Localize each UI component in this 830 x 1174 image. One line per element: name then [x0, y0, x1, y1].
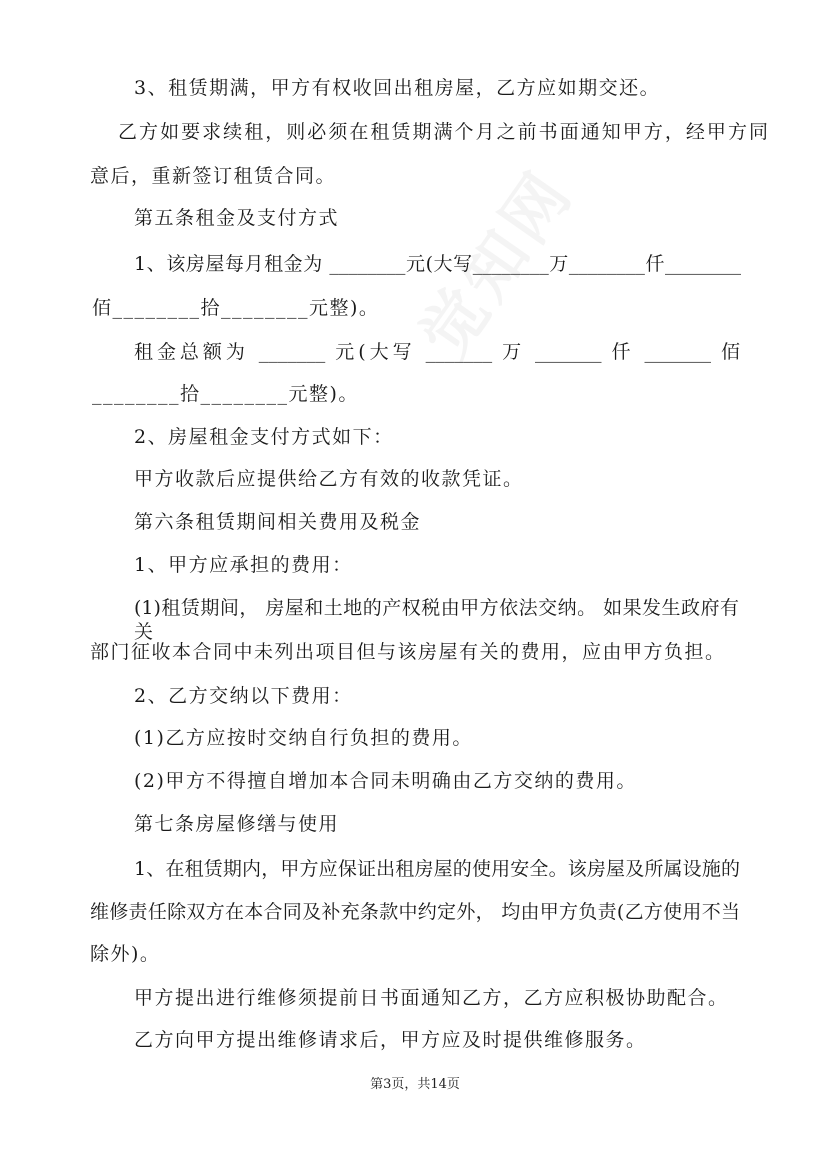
paragraph-line: (1)乙方应按时交纳自行负担的费用。 — [134, 727, 473, 749]
paragraph-line: 部门征收本合同中未列出项目但与该房屋有关的费用，应由甲方负担。 — [90, 641, 726, 663]
paragraph-line: 2、房屋租金支付方式如下： — [134, 426, 394, 448]
paragraph-line: 佰________拾________元整)。 — [92, 297, 380, 319]
paragraph-line: 乙方如要求续租，则必须在租赁期满个月之前书面通知甲方，经甲方同 — [118, 121, 768, 143]
paragraph-line: 甲方提出进行维修须提前日书面通知乙方，乙方应积极协助配合。 — [134, 987, 729, 1009]
paragraph-line: 1、甲方应承担的费用： — [134, 554, 353, 576]
paragraph-line: 3、租赁期满，甲方有权收回出租房屋，乙方应如期交还。 — [134, 77, 661, 99]
paragraph-line: 维修责任除双方在本合同及补充条款中约定外， 均由甲方负责(乙方使用不当 — [90, 901, 740, 923]
section-heading: 第五条租金及支付方式 — [134, 207, 340, 229]
paragraph-line: 2、乙方交纳以下费用： — [134, 685, 353, 707]
paragraph-line: 意后，重新签订租赁合同。 — [90, 165, 337, 187]
paragraph-line: 除外)。 — [90, 943, 161, 965]
paragraph-line: 乙方向甲方提出维修请求后，甲方应及时提供维修服务。 — [134, 1029, 647, 1051]
paragraph-line: ________拾________元整)。 — [92, 383, 359, 405]
paragraph-line: 1、在租赁期内，甲方应保证出租房屋的使用安全。该房屋及所属设施的 — [134, 858, 740, 880]
paragraph-line: (2)甲方不得擅自增加本合同未明确由乙方交纳的费用。 — [134, 770, 637, 792]
paragraph-line: 1、该房屋每月租金为 ________元(大写________万________仟________ — [134, 253, 741, 275]
paragraph-line: (1)租赁期间， 房屋和土地的产权税由甲方依法交纳。 如果发生政府有关 — [134, 597, 739, 643]
section-heading: 第六条租赁期间相关费用及税金 — [134, 511, 422, 533]
page-number: 第3页，共14页 — [370, 1077, 460, 1092]
paragraph-line: 甲方收款后应提供给乙方有效的收款凭证。 — [134, 468, 524, 490]
section-heading: 第七条房屋修缮与使用 — [134, 813, 340, 835]
paragraph-line: 租金总额为 _______ 元(大写 _______ 万 _______ 仟 _______ 佰 — [134, 341, 740, 363]
